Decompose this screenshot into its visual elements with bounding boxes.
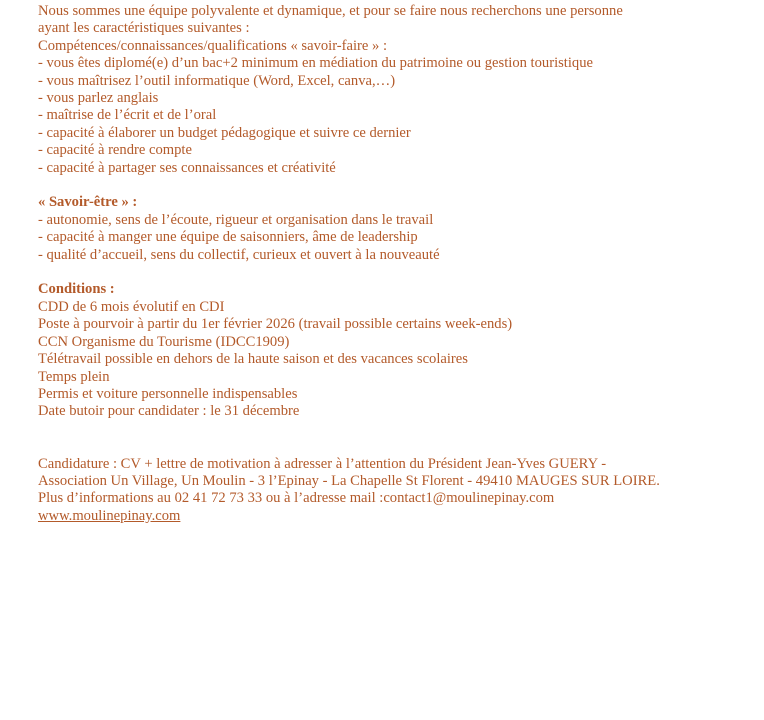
conditions-item: CCN Organisme du Tourisme (IDCC1909)	[38, 333, 290, 350]
savoir-etre-item: - autonomie, sens de l’écoute, rigueur et organisation dans le travail	[38, 211, 434, 228]
savoir-faire-item: - vous êtes diplomé(e) d’un bac+2 minimum en médiation du patrimoine ou gestion touristique	[38, 55, 593, 72]
spacer	[38, 177, 748, 194]
savoir-etre-title: « Savoir-être » :	[38, 194, 138, 211]
candidature-line-3: Plus d’informations au 02 41 72 73 33 ou à l’adresse mail :contact1@moulinepinay.com	[38, 490, 555, 507]
savoir-etre-item: - capacité à manger une équipe de saisonniers, âme de leadership	[38, 229, 418, 246]
savoir-faire-item: - capacité à élaborer un budget pédagogique et suivre ce dernier	[38, 124, 411, 141]
conditions-item: Télétravail possible en dehors de la haute saison et des vacances scolaires	[38, 351, 468, 368]
savoir-faire-item: - maîtrise de l’écrit et de l’oral	[38, 107, 217, 124]
savoir-faire-item: - capacité à partager ses connaissances et créativité	[38, 159, 336, 176]
candidature-line-1: Candidature : CV + lettre de motivation à adresser à l’attention du Président Jean-Yves GUERY -	[38, 455, 607, 472]
conditions-item: Date butoir pour candidater : le 31 décembre	[38, 403, 300, 420]
website-link[interactable]: www.moulinepinay.com	[38, 507, 181, 524]
conditions-title: Conditions :	[38, 281, 115, 298]
conditions-item: CDD de 6 mois évolutif en CDI	[38, 298, 225, 315]
savoir-faire-title: Compétences/connaissances/qualifications « savoir-faire » :	[38, 37, 388, 54]
spacer	[38, 421, 748, 438]
savoir-faire-item: - capacité à rendre compte	[38, 142, 192, 159]
savoir-faire-item: - vous parlez anglais	[38, 90, 159, 107]
conditions-item: Temps plein	[38, 368, 110, 385]
savoir-etre-item: - qualité d’accueil, sens du collectif, curieux et ouvert à la nouveauté	[38, 246, 440, 263]
intro-line-2: ayant les caractéristiques suivantes :	[38, 20, 250, 37]
conditions-item: Poste à pourvoir à partir du 1er février 2026 (travail possible certains week-ends)	[38, 316, 513, 333]
intro-line-1: Nous sommes une équipe polyvalente et dynamique, et pour se faire nous recherchons une personne	[38, 3, 623, 19]
document-body	[38, 3, 748, 525]
spacer	[38, 264, 748, 281]
spacer	[38, 438, 748, 455]
savoir-faire-item: - vous maîtrisez l’outil informatique (Word, Excel, canva,…)	[38, 72, 396, 89]
candidature-line-2: Association Un Village, Un Moulin - 3 l’Epinay - La Chapelle St Florent - 49410 MAUGES SUR LOIRE.	[38, 472, 660, 489]
conditions-item: Permis et voiture personnelle indispensables	[38, 385, 298, 402]
